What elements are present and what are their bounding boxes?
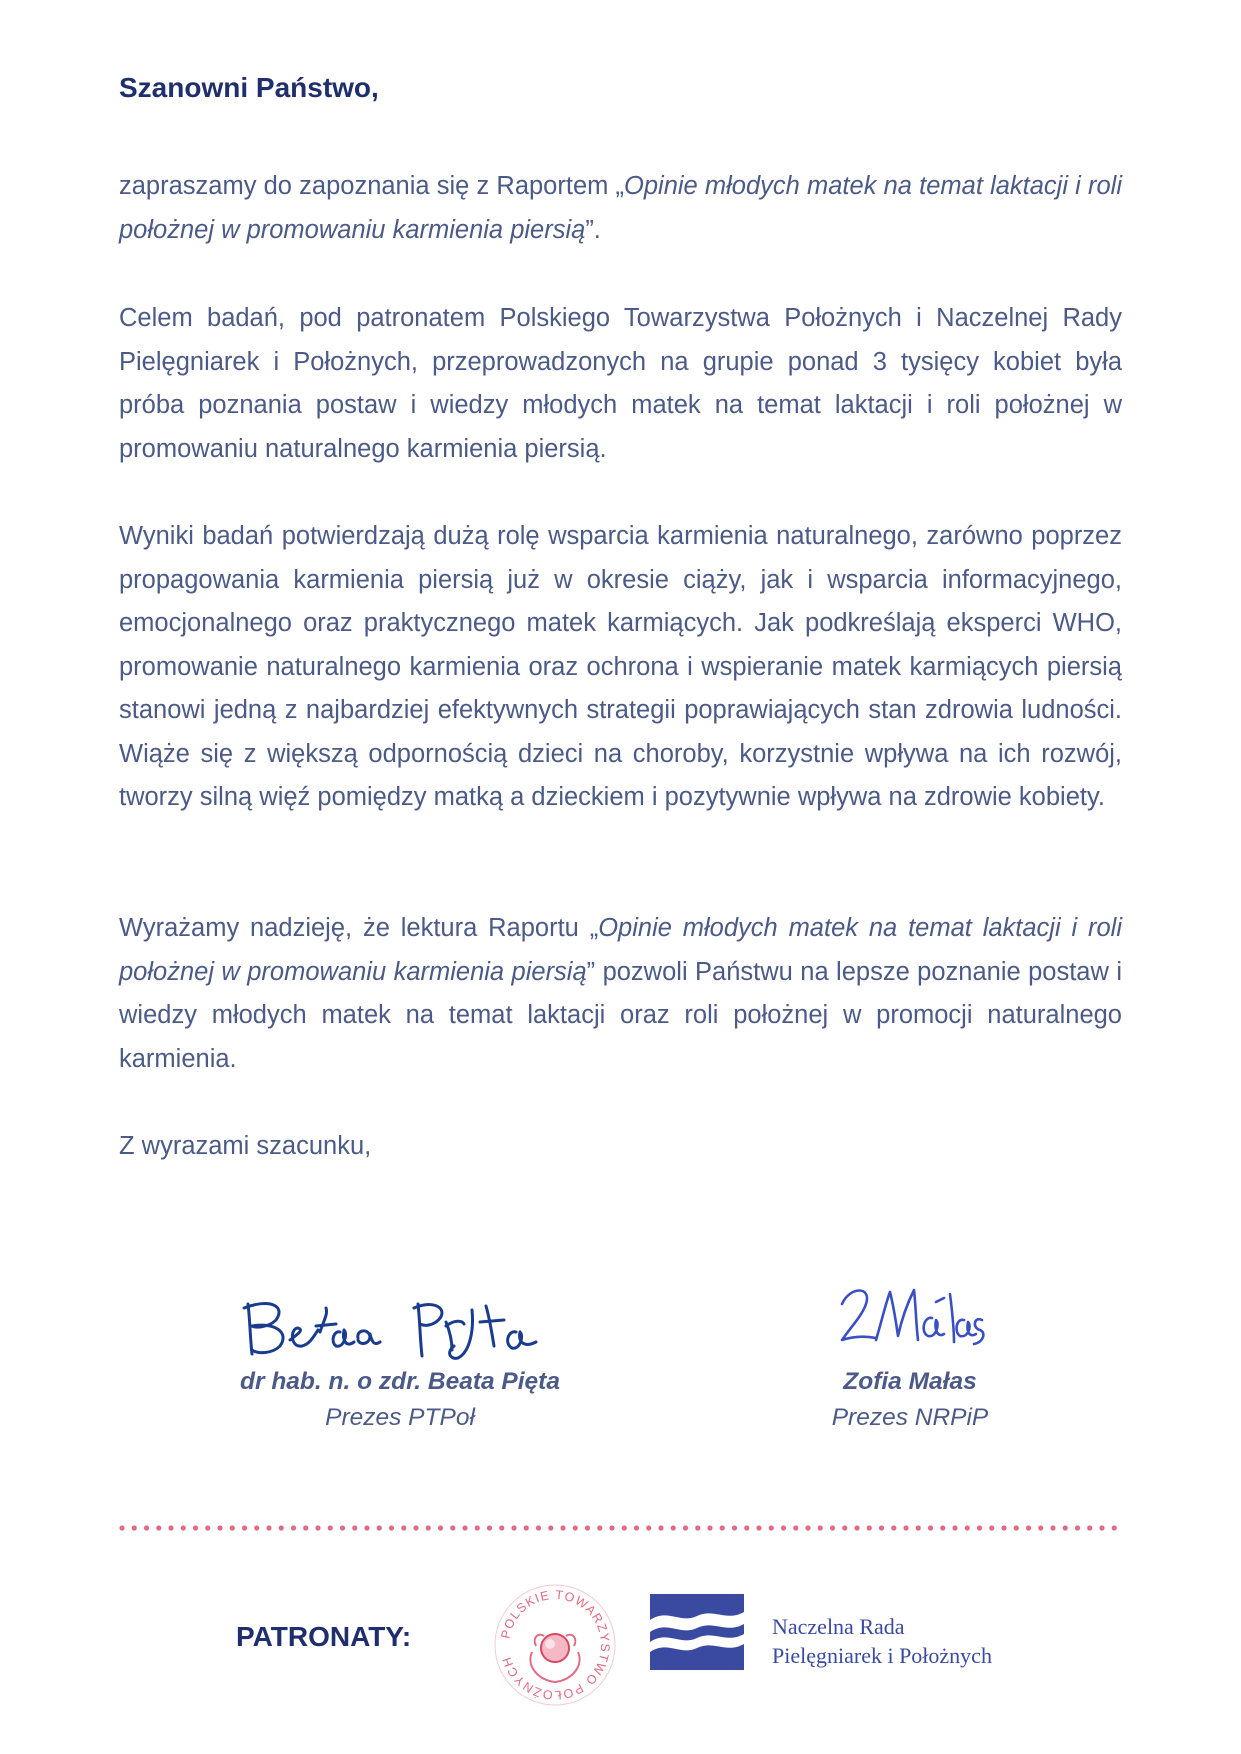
hope-tail: ” pozwoli Państwu na lepsze poznanie postaw i wiedzy młodych matek na temat laktacji oraz roli położnej w promocji naturalnego karmienia.: [119, 957, 1122, 1073]
divider-dot: [230, 1525, 235, 1530]
divider-dot: [989, 1525, 994, 1530]
divider-dot: [242, 1525, 247, 1530]
divider-dot: [1087, 1525, 1092, 1530]
signatory-role: Prezes NRPiP: [831, 1404, 989, 1431]
divider-dot: [119, 1525, 124, 1530]
signatory-name: Zofia Małas: [843, 1368, 977, 1395]
signatory-name: dr hab. n. o zdr. Beata Pięta: [240, 1368, 560, 1395]
divider-dot: [389, 1525, 394, 1530]
divider-dot: [279, 1525, 284, 1530]
divider-dot: [1112, 1525, 1117, 1530]
divider-dot: [475, 1525, 480, 1530]
divider-dot: [732, 1525, 737, 1530]
divider-dot: [683, 1525, 688, 1530]
paragraph-results: Wyniki badań potwierdzają dużą rolę wsparcia karmienia naturalnego, zarówno poprzez propagowania karmienia piersią już w okresie ciąży, jak i wsparcia informacyjnego, emocjonalnego oraz praktycznego matek karmiących. Jak podkreślają eksperci WHO, promowanie naturalnego karmienia oraz ochrona i wspieranie matek karmiących piersią stanowi jedną z najbardziej efektywnych strategii poprawiających stan zdrowia ludności. Wiąże się z większą odpornością dzieci na choroby, korzystnie wpływa na ich rozwój, tworzy silną więź pomiędzy matką a dzieckiem i pozytywnie wpływa na zdrowie kobiety.: [119, 522, 1122, 811]
divider-dot: [548, 1525, 553, 1530]
divider-dot: [266, 1525, 271, 1530]
paragraph-invitation: [119, 165, 1122, 252]
divider-dot: [328, 1525, 333, 1530]
divider-dot: [695, 1525, 700, 1530]
divider-dot: [1099, 1525, 1104, 1530]
divider-dot: [916, 1525, 921, 1530]
divider-dot: [511, 1525, 516, 1530]
divider-dot: [609, 1525, 614, 1530]
divider-dot: [364, 1525, 369, 1530]
divider-dot: [193, 1525, 198, 1530]
nrpip-name-line2: Pielęgniarek i Położnych: [772, 1643, 992, 1668]
divider-dot: [450, 1525, 455, 1530]
divider-dot: [854, 1525, 859, 1530]
divider-dot: [340, 1525, 345, 1530]
patronaty-label: PATRONATY:: [236, 1621, 412, 1652]
divider-dot: [487, 1525, 492, 1530]
divider-dot: [891, 1525, 896, 1530]
divider-dot: [977, 1525, 982, 1530]
divider-dot: [144, 1525, 149, 1530]
divider-dot: [597, 1525, 602, 1530]
divider-dot: [352, 1525, 357, 1530]
paragraph-research-goal: Celem badań, pod patronatem Polskiego Towarzystwa Położnych i Naczelnej Rady Pielęgniarek i Położnych, przeprowadzonych na grupie ponad 3 tysięcy kobiet była próba poznania postaw i wiedzy młodych matek na temat laktacji i roli położnej w promowaniu naturalnego karmienia piersią.: [119, 304, 1122, 463]
divider-dot: [585, 1525, 590, 1530]
nrpip-logo-text: [772, 1612, 992, 1670]
divider-dot: [156, 1525, 161, 1530]
divider-dot: [573, 1525, 578, 1530]
signature-block-beata-pieta: [180, 1368, 620, 1432]
divider-dot: [622, 1525, 627, 1530]
divider-dot: [536, 1525, 541, 1530]
divider-dot: [867, 1525, 872, 1530]
divider-dot: [1075, 1525, 1080, 1530]
divider-dot: [671, 1525, 676, 1530]
divider-dot: [634, 1525, 639, 1530]
signature-beata-pieta-image: [240, 1290, 546, 1360]
divider-dot: [646, 1525, 651, 1530]
divider-dot: [168, 1525, 173, 1530]
invitation-tail: ”.: [585, 215, 601, 244]
divider-dot: [1063, 1525, 1068, 1530]
divider-dot: [1026, 1525, 1031, 1530]
divider-dot: [401, 1525, 406, 1530]
divider-dot: [315, 1525, 320, 1530]
divider-dot: [217, 1525, 222, 1530]
signature-block-zofia-malas: [780, 1368, 1040, 1432]
divider-dot: [303, 1525, 308, 1530]
divider-dot: [524, 1525, 529, 1530]
divider-dot: [756, 1525, 761, 1530]
divider-dot: [830, 1525, 835, 1530]
divider-dot: [928, 1525, 933, 1530]
invitation-lead: zapraszamy do zapoznania się z Raportem „: [119, 172, 625, 200]
greeting-heading: Szanowni Państwo,: [119, 72, 379, 103]
divider-dot: [769, 1525, 774, 1530]
divider-dot: [499, 1525, 504, 1530]
nrpip-name-line1: Naczelna Rada: [772, 1614, 905, 1639]
nrpip-logo-icon: [650, 1594, 744, 1670]
report-title: Opinie młodych matek na temat laktacji i roli położnej w promowaniu karmienia piersią: [119, 172, 1123, 244]
ptpol-logo: [492, 1582, 618, 1708]
divider-dot: [205, 1525, 210, 1530]
paragraph-hope: [119, 907, 1122, 1081]
divider-dot: [1050, 1525, 1055, 1530]
divider-dot: [720, 1525, 725, 1530]
report-title-repeat: Opinie młodych matek na temat laktacji i roli położnej w promowaniu karmienia piersią: [119, 914, 1123, 986]
divider-dot: [658, 1525, 663, 1530]
divider-dot: [793, 1525, 798, 1530]
divider-dot: [413, 1525, 418, 1530]
divider-dot: [744, 1525, 749, 1530]
divider-dot: [842, 1525, 847, 1530]
divider-dot: [560, 1525, 565, 1530]
divider-dot: [377, 1525, 382, 1530]
divider-dot: [940, 1525, 945, 1530]
divider-dot: [805, 1525, 810, 1530]
divider-dot: [1014, 1525, 1019, 1530]
divider-dot: [707, 1525, 712, 1530]
divider-dot: [818, 1525, 823, 1530]
divider-dot: [426, 1525, 431, 1530]
divider-dot: [462, 1525, 467, 1530]
hope-lead: Wyrażamy nadzieję, że lektura Raportu „: [119, 914, 599, 942]
divider-dot: [181, 1525, 186, 1530]
divider-dot: [1001, 1525, 1006, 1530]
divider-dot: [965, 1525, 970, 1530]
divider-dot: [903, 1525, 908, 1530]
divider-dot: [254, 1525, 259, 1530]
divider-dot: [952, 1525, 957, 1530]
closing-line: Z wyrazami szacunku,: [119, 1132, 372, 1160]
divider-dot: [879, 1525, 884, 1530]
divider-dot: [1038, 1525, 1043, 1530]
ptpol-logo-text: POLSKIE TOWARZYSTWO POŁOŻNYCH: [498, 1587, 613, 1703]
divider-dot: [781, 1525, 786, 1530]
dotted-divider: [119, 1522, 1125, 1534]
signature-zofia-malas-image: [836, 1280, 986, 1350]
divider-dot: [438, 1525, 443, 1530]
divider-dot: [291, 1525, 296, 1530]
signatory-role: Prezes PTPoł: [325, 1404, 475, 1431]
divider-dot: [132, 1525, 137, 1530]
